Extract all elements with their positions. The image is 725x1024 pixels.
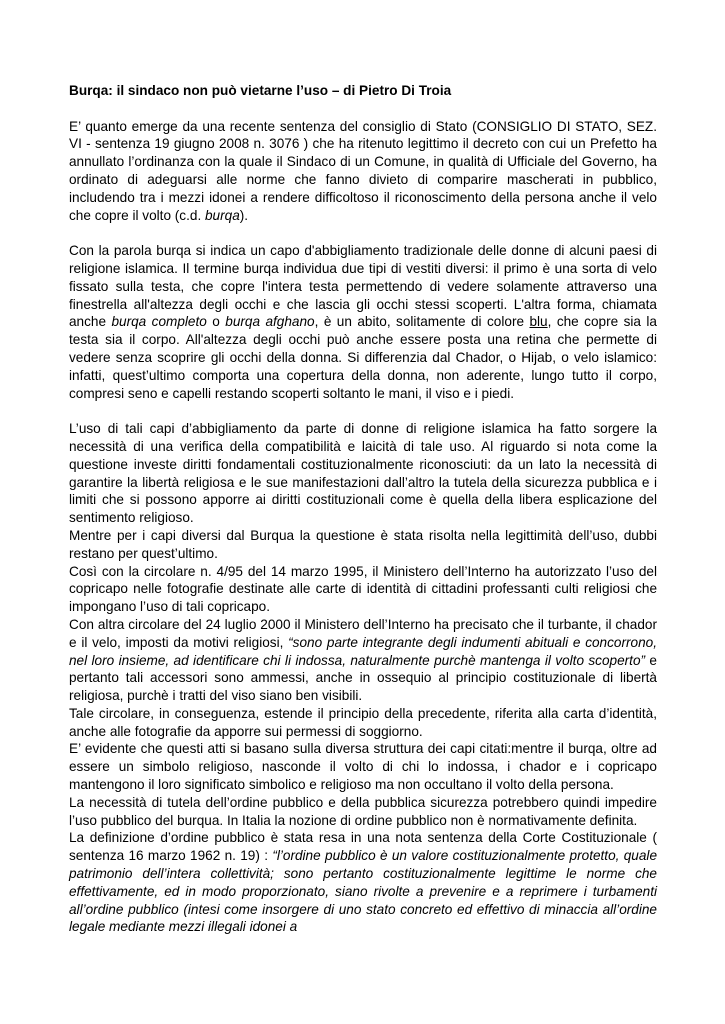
paragraph-10 <box>69 829 657 936</box>
paragraph-7: Tale circolare, in conseguenza, estende il principio della precedente, riferita alla carta d’identità, anche alle fotografie da apporre sui permessi di soggiorno. <box>69 705 657 739</box>
paragraph-2-text-2: , è un abito, solitamente di colore <box>314 314 530 330</box>
paragraph-2-text-3: , che copre sia la testa sia il corpo. All'altezza degli occhi può anche essere posta una retina che permette di vedere senza scoprire gli occhi della donna. Si differenzia dal Chador, o Hijab, o velo islamico: infatti, quest’ultimo comporta una copertura della donna, non aderente, lungo tutto il corpo, compresi seno e capelli restando scoperti soltanto le mani, il viso e i piedi. <box>69 314 657 401</box>
paragraph-1 <box>69 118 657 225</box>
paragraph-10-quote: “l’ordine pubblico è un valore costituzionalmente protetto, quale patrimonio dell’intera collettività; sono pertanto costituzionalmente legittime le norme che effettivamente, ed in modo proporzionato, siano rivolte a prevenire e a reprimere i turbamenti all’ordine pubblico (intesi come insorgere di uno stato concreto ed effettivo di minaccia all’ordine legale mediante mezzi illegali idonei a <box>69 848 658 935</box>
paragraph-6-text: Con altra circolare del 24 luglio 2000 il Ministero dell’Interno ha precisato che il turbante, il chador e il velo, imposti da motivi religiosi, <box>69 616 657 650</box>
paragraph-2-italic-2: burqa afghano <box>225 314 315 330</box>
paragraph-6-quote: “sono parte integrante degli indumenti abituali e concorrono, nel loro insieme, ad identificare chi li indossa, naturalmente purchè mantenga il volto scoperto” <box>69 634 657 668</box>
paragraph-9: La necessità di tutela dell’ordine pubblico e della pubblica sicurezza potrebbero quindi impedire l’uso pubblico del burqua. In Italia la nozione di ordine pubblico non è normativamente definita. <box>69 794 657 828</box>
paragraph-2 <box>69 242 657 402</box>
paragraph-6-text-2: e pertanto tali accessori sono ammessi, anche in ossequio al principio costituzionale di libertà religiosa, purchè i tratti del viso siano ben visibili. <box>69 652 657 704</box>
paragraph-6 <box>69 616 657 705</box>
paragraph-3: L’uso di tali capi d’abbigliamento da parte di donne di religione islamica ha fatto sorgere la necessità di una verifica della compatibilità e laicità di tale uso. Al riguardo si nota come la questione investe diritti fondamentali costituzionalmente riconosciuti: da un lato la necessità di garantire la libertà religiosa e le sue manifestazioni dall’altro la tutela della sicurezza pubblica e i limiti che si possono apporre ai diritti costituzionali come è quella della libera esplicazione del sentimento religioso. <box>69 421 657 526</box>
paragraph-10-text: La definizione d’ordine pubblico è stata resa in una nota sentenza della Corte Costituzionale ( sentenza 16 marzo 1962 n. 19) : <box>69 830 657 864</box>
paragraph-4: Mentre per i capi diversi dal Burqua la questione è stata risolta nella legittimità dell’uso, dubbi restano per quest’ultimo. <box>69 527 657 561</box>
paragraph-2-conj: o <box>206 314 226 330</box>
paragraph-2-italic-1: burqa completo <box>111 314 207 330</box>
paragraph-2-text: Con la parola burqa si indica un capo d'abbigliamento tradizionale delle donne di alcuni paesi di religione islamica. Il termine burqa individua due tipi di vestiti diversi: il primo è una sorta di velo fissato sulla testa, che copre l'intera testa permettendo di vedere solamente attraverso una finestrella all'altezza degli occhi e che lascia gli occhi stessi scoperti. L'altra forma, chiamata anche <box>69 243 657 330</box>
paragraph-5: Così con la circolare n. 4/95 del 14 marzo 1995, il Ministero dell’Interno ha autorizzato l’uso del copricapo nelle fotografie destinate alle carte di identità di cittadini professanti culti religiosi che impongano l’uso di tali copricapo. <box>69 563 657 615</box>
paragraph-2-underlined: blu <box>529 314 548 330</box>
paragraph-1-italic: burqa <box>205 207 240 223</box>
paragraph-1-end: ). <box>239 207 249 223</box>
paragraph-8: E’ evidente che questi atti si basano sulla diversa struttura dei capi citati:mentre il burqa, oltre ad essere un simbolo religioso, nasconde il volto di chi lo indossa, i chador e i copricapo mantengono il loro significato simbolico e religioso ma non occultano il volto della persona. <box>69 741 657 793</box>
paragraph-1-text: E’ quanto emerge da una recente sentenza del consiglio di Stato (CONSIGLIO DI STATO, SEZ. VI - sentenza 19 giugno 2008 n. 3076 ) che ha ritenuto legittimo il decreto con cui un Prefetto ha annullato l’ordinanza con la quale il Sindaco di un Comune, in qualità di Ufficiale del Governo, ha ordinato di adeguarsi alle norme che fanno divieto di comparire mascherati in pubblico, includendo tra i mezzi idonei a rendere difficoltoso il riconoscimento della persona anche il velo che copre il volto (c.d. <box>69 118 657 223</box>
document-title: Burqa: il sindaco non può vietarne l’uso – di Pietro Di Troia <box>69 83 452 98</box>
document-page <box>69 82 657 936</box>
